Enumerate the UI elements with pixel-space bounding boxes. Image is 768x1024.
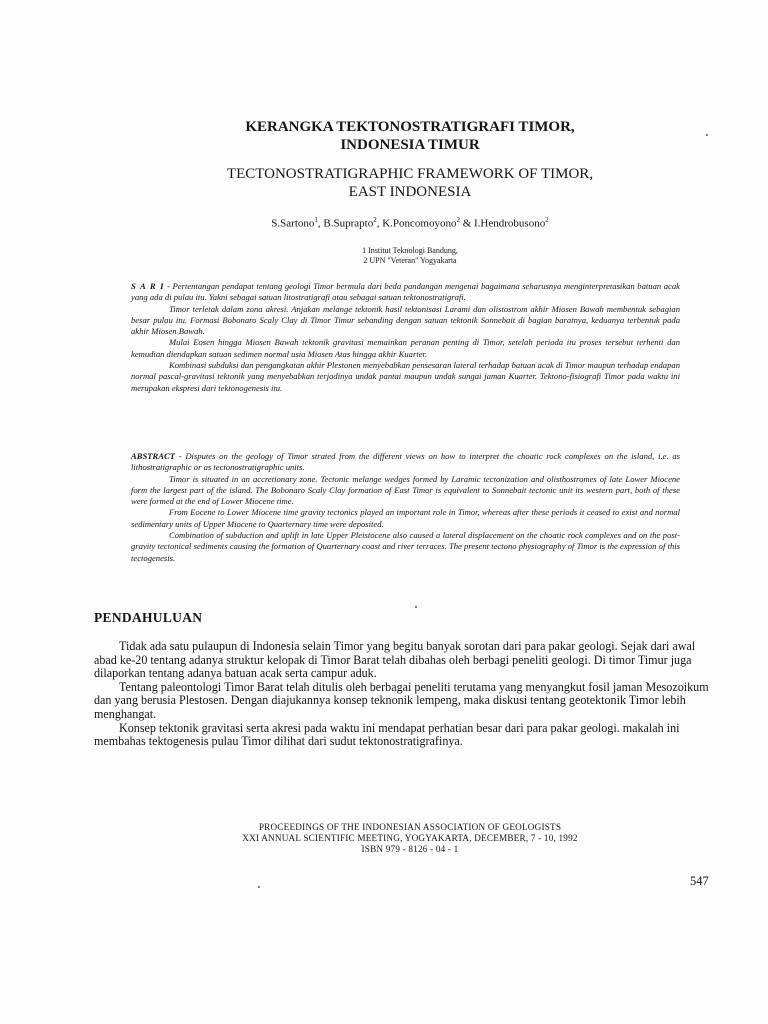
abstract-text: - Disputes on the geology of Timor strated from the different views on how to interpret the choatic rock complexes on the island, i.e. as lithostratigraphic or as tectonostratigraphic units. (131, 451, 680, 473)
sari-lead: S A R I (131, 281, 165, 291)
author-affil-mark: 2 (456, 216, 460, 224)
author-name: I.Hendrobusono (474, 217, 546, 230)
proceedings-footer (190, 822, 630, 855)
paper-subtitle (150, 165, 670, 201)
scan-speck (415, 606, 417, 608)
scan-speck (706, 134, 708, 136)
subtitle-line-1: TECTONOSTRATIGRAPHIC FRAMEWORK OF TIMOR, (226, 166, 594, 182)
affiliation-1: 1 Institut Teknologi Bandung, (362, 246, 458, 255)
abstract-paragraph: From Eocene to Lower Miocene time gravity tectonics played an important role in Timor, whereas after these periods it ceased to exist and normal sedimentary units of Upper Miocene to Quarternary time were deposited. (131, 507, 680, 529)
author-name: S.Sartono (271, 217, 315, 230)
body-paragraph: Tidak ada satu pulaupun di Indonesia selain Timor yang begitu banyak sorotan dari para pakar geologi. Sejak dari awal abad ke-20 tentang adanya struktur kelopak di Timor Barat telah dibahas oleh berbagi peneliti geologi. Di timor Timur juga dilaporkan tentang adanya batuan acak serta campur aduk. (94, 639, 696, 681)
paper-title (150, 118, 670, 154)
author-name: K.Poncomoyono (382, 217, 457, 230)
title-line-1: KERANGKA TEKTONOSTRATIGRAFI TIMOR, (245, 119, 575, 135)
page-number: 547 (690, 874, 709, 888)
title-line-2: INDONESIA TIMUR (340, 137, 480, 153)
body-paragraph: Tentang paleontologi Timor Barat telah ditulis oleh berbagai peneliti terutama yang menyangkut fosil jaman Mesozoikum dan yang berusia Plestosen. Dengan diajukannya konsep teknonik lempeng, maka diskusi tentang geotektonik Timor lebih menghangat. (94, 679, 709, 721)
section-heading: PENDAHULUAN (94, 610, 203, 625)
abstract-paragraph (131, 451, 680, 474)
affiliations (260, 246, 560, 266)
abstract-lead: ABSTRACT (131, 451, 175, 461)
sari-paragraph (131, 281, 680, 304)
section-body (94, 640, 716, 749)
sari-paragraph: Kombinasi subduksi dan pengangkatan akhir Plestonen menyebabkan pensesaran lateral terhadap batuan acak di Timor maupun terhadap endapan normal pascal-gravitasi tektonik yang menyebabkan terjadinya undak pantai maupun undak sungai jaman Kuarter. Tektono-fisiografi Timor pada waktu ini merupakan ekspresi dari tektonogenesis itu. (131, 360, 680, 393)
footer-line-3: ISBN 979 - 8126 - 04 - 1 (361, 844, 459, 854)
author-affil-mark: 2 (373, 216, 377, 224)
author-separator: , (317, 217, 324, 230)
sari-paragraph: Mulai Eosen hingga Miosen Bawah tektonik gravitasi memainkan peranan penting di Timor, setelah perioda itu proses tersebut terhenti dan kemudian diendapkan satuan sedimen normal usia Miosen Atas hingga akhir Kuarter. (131, 337, 680, 359)
author-affil-mark: 2 (545, 216, 549, 224)
sari-text: - Pertentangan pendapat tentang geologi Timor bermula dari beda pandangan mengenai bagaimana seharusnya menginterpretasikan batuan acak yang ada di pulau itu. Yakni sebagai satuan litostratigrafi atau sebagai satuan tektonostratigrafi. (131, 281, 680, 303)
english-abstract (131, 451, 680, 564)
author-list (150, 213, 670, 231)
abstract-paragraph: Combination of subduction and uplift in late Upper Pleistocene also caused a lateral displacement on the choatic rock complexes and on the post-gravity tectonical sediments causing the formation of Quarternary coast and river terraces. The present tectono physiography of Timor is the expression of this tectogenesis. (131, 530, 680, 563)
scan-speck (258, 886, 260, 888)
sari-abstract (131, 281, 680, 394)
body-paragraph: Konsep tektonik gravitasi serta akresi pada waktu ini mendapat perhatian besar dari para pakar geologi. makalah ini membahas tektogenesis pulau Timor dilihat dari sudut tektonostratigrafinya. (94, 720, 680, 749)
subtitle-line-2: EAST INDONESIA (348, 184, 472, 200)
author-separator: & (459, 217, 475, 230)
author-affil-mark: 1 (314, 216, 318, 224)
affiliation-2: 2 UPN "Veteran" Yogyakarta (363, 256, 457, 265)
sari-paragraph: Timor terletak dalam zona akresi. Anjakan melange tektonik hasil tektonisasi Larami dan olistostrom akhir Miosen Bawah membentuk sebagian besar pulau itu. Formasi Bobonaro Scaly Clay di Timor Timur sebanding dengan satuan tektonik Sonnebait di bagian baratnya, keduanya terbentuk pada akhir Miosen Bawah. (131, 303, 680, 337)
footer-line-1: PROCEEDINGS OF THE INDONESIAN ASSOCIATION OF GEOLOGISTS (258, 822, 562, 832)
footer-line-2: XXI ANNUAL SCIENTIFIC MEETING, YOGYAKARTA, DECEMBER, 7 - 10, 1992 (242, 833, 578, 843)
abstract-paragraph: Timor is situated in an accretionary zone. Tectonic melange wedges formed by Laramic tectonization and olisthostromes of late Lower Miocene form the largest part of the island. The Bobonaro Scaly Clay formation of East Timor is equivalent to Sonnebait tectonic unit its western part, both of these were formed at the end of Lower Miocene time. (131, 473, 680, 507)
author-name: B.Suprapto (323, 217, 374, 230)
author-separator: , (376, 217, 383, 230)
